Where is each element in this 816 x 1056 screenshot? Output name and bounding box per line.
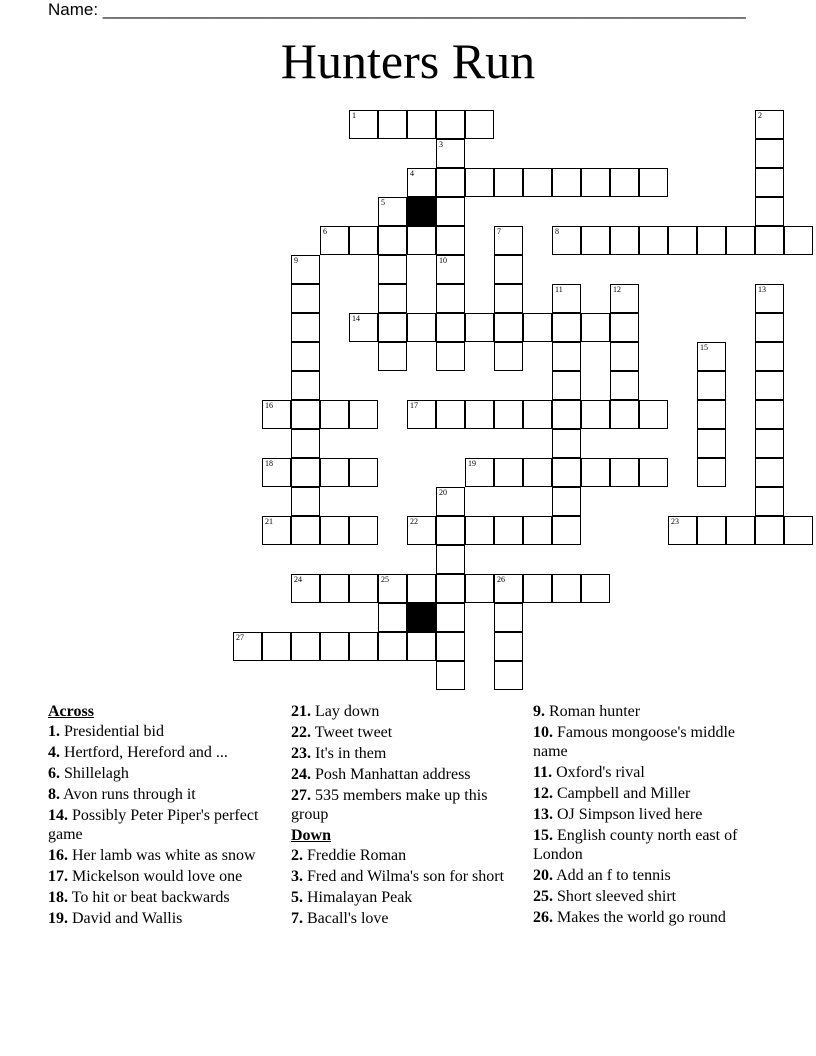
clue-item-number: 14. xyxy=(48,807,68,824)
clue-item xyxy=(533,702,765,721)
crossword-cell[interactable] xyxy=(639,458,668,487)
clue-item xyxy=(533,866,765,885)
crossword-cell[interactable] xyxy=(262,632,291,661)
crossword-cell[interactable] xyxy=(784,516,813,545)
clue-item-number: 24. xyxy=(291,766,311,783)
clue-number: 12 xyxy=(613,285,621,294)
crossword-cell[interactable] xyxy=(349,574,378,603)
clue-item xyxy=(533,723,765,761)
clue-number: 24 xyxy=(294,575,302,584)
clue-item xyxy=(48,743,280,762)
clue-item-text: Campbell and Miller xyxy=(557,785,691,802)
crossword-cell[interactable] xyxy=(755,458,784,487)
clue-number: 10 xyxy=(439,256,447,265)
clue-number: 1 xyxy=(352,111,356,120)
crossword-cell[interactable] xyxy=(494,400,523,429)
crossword-cell[interactable] xyxy=(581,458,610,487)
crossword-cell[interactable] xyxy=(436,487,465,516)
clue-item-text: Himalayan Peak xyxy=(307,889,413,906)
clue-item-number: 13. xyxy=(533,806,553,823)
clue-item-number: 6. xyxy=(48,765,60,782)
crossword-cell[interactable] xyxy=(262,516,291,545)
clue-item-text: Freddie Roman xyxy=(307,847,407,864)
crossword-cell[interactable] xyxy=(639,168,668,197)
clue-item xyxy=(533,908,765,927)
crossword-cell[interactable] xyxy=(378,632,407,661)
clue-item-number: 23. xyxy=(291,745,311,762)
clue-item xyxy=(291,744,523,763)
clue-number: 13 xyxy=(758,285,766,294)
crossword-cell[interactable] xyxy=(465,168,494,197)
clue-column-1 xyxy=(48,702,280,930)
crossword-cell[interactable] xyxy=(697,371,726,400)
crossword-cell[interactable] xyxy=(610,371,639,400)
crossword-cell[interactable] xyxy=(436,139,465,168)
clue-number: 4 xyxy=(410,169,414,178)
crossword-cell[interactable] xyxy=(291,342,320,371)
crossword-cell[interactable] xyxy=(349,400,378,429)
clue-item-text: Fred and Wilma's son for short xyxy=(307,868,505,885)
crossword-cell[interactable] xyxy=(610,313,639,342)
clue-item xyxy=(48,888,280,907)
crossword-cell[interactable] xyxy=(378,255,407,284)
crossword-cell[interactable] xyxy=(320,400,349,429)
crossword-cell[interactable] xyxy=(320,632,349,661)
clue-item-text: Oxford's rival xyxy=(556,764,645,781)
clue-item-number: 18. xyxy=(48,889,68,906)
crossword-cell[interactable] xyxy=(697,400,726,429)
clue-item-text: Shillelagh xyxy=(64,765,129,782)
crossword-cell[interactable] xyxy=(291,487,320,516)
clue-item-text: Avon runs through it xyxy=(63,786,196,803)
crossword-cell[interactable] xyxy=(552,284,581,313)
crossword-cell[interactable] xyxy=(697,516,726,545)
crossword-cell[interactable] xyxy=(552,313,581,342)
crossword-cell[interactable] xyxy=(291,458,320,487)
clue-item-text: Presidential bid xyxy=(64,723,164,740)
clue-number: 11 xyxy=(555,285,563,294)
clue-item-number: 4. xyxy=(48,744,60,761)
clue-item-number: 5. xyxy=(291,889,303,906)
crossword-cell[interactable] xyxy=(465,574,494,603)
clue-item-number: 26. xyxy=(533,909,553,926)
clue-item-number: 12. xyxy=(533,785,553,802)
crossword-cell[interactable] xyxy=(494,284,523,313)
clue-item-text: To hit or beat backwards xyxy=(71,889,230,906)
clue-item xyxy=(533,784,765,803)
clue-number: 9 xyxy=(294,256,298,265)
crossword-cell[interactable] xyxy=(755,487,784,516)
clue-item-text: Add an f to tennis xyxy=(556,867,671,884)
clue-number: 7 xyxy=(497,227,501,236)
clue-item xyxy=(291,765,523,784)
down-heading: Down xyxy=(291,827,332,844)
crossword-cell[interactable] xyxy=(407,226,436,255)
clue-number: 14 xyxy=(352,314,360,323)
crossword-cell[interactable] xyxy=(436,632,465,661)
crossword-cell[interactable] xyxy=(436,168,465,197)
crossword-cell[interactable] xyxy=(436,603,465,632)
crossword-cell[interactable] xyxy=(494,661,523,690)
clue-item-number: 3. xyxy=(291,868,303,885)
clue-number: 15 xyxy=(700,343,708,352)
clue-item xyxy=(533,887,765,906)
crossword-cell[interactable] xyxy=(552,487,581,516)
clue-number: 8 xyxy=(555,227,559,236)
crossword-cell[interactable] xyxy=(262,458,291,487)
clue-item-number: 1. xyxy=(48,723,60,740)
clue-item-number: 27. xyxy=(291,787,311,804)
crossword-cell[interactable] xyxy=(581,226,610,255)
clue-item-number: 9. xyxy=(533,703,545,720)
crossword-cell[interactable] xyxy=(436,255,465,284)
crossword-cell[interactable] xyxy=(407,516,436,545)
clue-item xyxy=(48,722,280,741)
clue-item xyxy=(48,764,280,783)
crossword-cell[interactable] xyxy=(465,516,494,545)
clue-column-3 xyxy=(533,702,765,929)
clue-number: 18 xyxy=(265,459,273,468)
crossword-cell[interactable] xyxy=(465,400,494,429)
clue-item-text: OJ Simpson lived here xyxy=(557,806,703,823)
clue-item-text: 535 members make up this group xyxy=(291,787,488,823)
crossword-cell[interactable] xyxy=(755,168,784,197)
crossword-cell[interactable] xyxy=(320,516,349,545)
clue-item xyxy=(48,867,280,886)
crossword-cell[interactable] xyxy=(726,516,755,545)
crossword-cell[interactable] xyxy=(291,632,320,661)
clue-item xyxy=(291,909,523,928)
clue-item-number: 11. xyxy=(533,764,553,781)
crossword-cell[interactable] xyxy=(784,226,813,255)
crossword-cell[interactable] xyxy=(494,168,523,197)
crossword-cell[interactable] xyxy=(552,400,581,429)
crossword-cell[interactable] xyxy=(668,516,697,545)
crossword-cell[interactable] xyxy=(610,226,639,255)
crossword-cell[interactable] xyxy=(407,574,436,603)
clue-item xyxy=(48,909,280,928)
crossword-cell[interactable] xyxy=(378,284,407,313)
clue-number: 16 xyxy=(265,401,273,410)
clue-item-text: Posh Manhattan address xyxy=(315,766,471,783)
crossword-cell[interactable] xyxy=(552,226,581,255)
crossword-cell[interactable] xyxy=(436,284,465,313)
clue-item xyxy=(291,786,523,824)
clue-item-text: Tweet tweet xyxy=(314,724,393,741)
crossword-cell[interactable] xyxy=(436,110,465,139)
crossword-cell[interactable] xyxy=(610,400,639,429)
clue-item-number: 2. xyxy=(291,847,303,864)
crossword-cell[interactable] xyxy=(552,574,581,603)
name-field-label: Name: ____________________________________________________________________ xyxy=(48,0,746,19)
crossword-cell[interactable] xyxy=(697,458,726,487)
crossword-cell[interactable] xyxy=(697,226,726,255)
clue-number: 3 xyxy=(439,140,443,149)
clue-number: 19 xyxy=(468,459,476,468)
crossword-cell[interactable] xyxy=(436,545,465,574)
clue-item xyxy=(291,867,523,886)
crossword-cell[interactable] xyxy=(523,574,552,603)
clue-item xyxy=(48,806,280,844)
clue-number: 5 xyxy=(381,198,385,207)
crossword-cell[interactable] xyxy=(465,313,494,342)
crossword-cell[interactable] xyxy=(262,400,291,429)
clue-number: 6 xyxy=(323,227,327,236)
clue-item-text: Roman hunter xyxy=(549,703,641,720)
crossword-cell[interactable] xyxy=(291,400,320,429)
crossword-cell[interactable] xyxy=(407,168,436,197)
crossword-cell[interactable] xyxy=(523,516,552,545)
crossword-cell[interactable] xyxy=(291,371,320,400)
across-heading: Across xyxy=(48,703,94,720)
clue-number: 25 xyxy=(381,575,389,584)
crossword-cell[interactable] xyxy=(291,255,320,284)
crossword-cell[interactable] xyxy=(552,371,581,400)
crossword-cell[interactable] xyxy=(436,342,465,371)
crossword-cell[interactable] xyxy=(697,342,726,371)
crossword-cell[interactable] xyxy=(552,342,581,371)
crossword-cell[interactable] xyxy=(378,313,407,342)
clue-column-2 xyxy=(291,702,523,930)
crossword-cell[interactable] xyxy=(291,313,320,342)
crossword-cell[interactable] xyxy=(755,371,784,400)
crossword-cell[interactable] xyxy=(378,603,407,632)
crossword-cell[interactable] xyxy=(755,284,784,313)
crossword-cell[interactable] xyxy=(494,632,523,661)
crossword-cell[interactable] xyxy=(349,516,378,545)
crossword-cell[interactable] xyxy=(523,458,552,487)
clue-item xyxy=(291,723,523,742)
clue-item-number: 16. xyxy=(48,847,68,864)
crossword-cell[interactable] xyxy=(668,226,697,255)
clue-item xyxy=(291,846,523,865)
clue-item-text: Bacall's love xyxy=(307,910,389,927)
crossword-cell[interactable] xyxy=(755,429,784,458)
clue-item-text: Hertford, Hereford and ... xyxy=(64,744,228,761)
crossword-cell[interactable] xyxy=(755,110,784,139)
crossword-cell[interactable] xyxy=(349,313,378,342)
clue-item-number: 15. xyxy=(533,827,553,844)
crossword-cell[interactable] xyxy=(465,458,494,487)
clue-item-text: Possibly Peter Piper's perfect game xyxy=(48,807,259,843)
crossword-cell[interactable] xyxy=(465,110,494,139)
clue-item xyxy=(291,888,523,907)
crossword-cell[interactable] xyxy=(639,400,668,429)
clue-item xyxy=(533,763,765,782)
crossword-cell[interactable] xyxy=(581,400,610,429)
crossword-cell[interactable] xyxy=(581,574,610,603)
crossword-cell[interactable] xyxy=(436,400,465,429)
clue-item-text: Famous mongoose's middle name xyxy=(533,724,735,760)
crossword-cell[interactable] xyxy=(494,458,523,487)
crossword-cell[interactable] xyxy=(755,313,784,342)
clue-item xyxy=(48,785,280,804)
clue-number: 2 xyxy=(758,111,762,120)
crossword-cell[interactable] xyxy=(610,458,639,487)
clue-number: 23 xyxy=(671,517,679,526)
clue-item-text: Makes the world go round xyxy=(557,909,726,926)
crossword-cell[interactable] xyxy=(494,574,523,603)
crossword-cell[interactable] xyxy=(494,342,523,371)
crossword-cell[interactable] xyxy=(552,458,581,487)
clue-item-text: Short sleeved shirt xyxy=(557,888,677,905)
clue-item xyxy=(48,846,280,865)
clue-item xyxy=(533,826,765,864)
crossword-cell[interactable] xyxy=(320,574,349,603)
crossword-cell[interactable] xyxy=(407,632,436,661)
clue-item-number: 8. xyxy=(48,786,60,803)
crossword-cell[interactable] xyxy=(378,197,407,226)
crossword-cell[interactable] xyxy=(494,226,523,255)
clue-item-number: 21. xyxy=(291,703,311,720)
crossword-cell[interactable] xyxy=(755,197,784,226)
crossword-cell[interactable] xyxy=(755,226,784,255)
clue-item-number: 22. xyxy=(291,724,311,741)
clue-item-text: Lay down xyxy=(315,703,380,720)
crossword-cell[interactable] xyxy=(494,313,523,342)
crossword-cell[interactable] xyxy=(320,458,349,487)
crossword-cell[interactable] xyxy=(436,574,465,603)
crossword-cell[interactable] xyxy=(697,429,726,458)
clue-number: 17 xyxy=(410,401,418,410)
clue-item-number: 17. xyxy=(48,868,68,885)
clue-number: 20 xyxy=(439,488,447,497)
crossword-cell[interactable] xyxy=(320,226,349,255)
clue-item xyxy=(291,702,523,721)
crossword-cell[interactable] xyxy=(581,313,610,342)
crossword-cell[interactable] xyxy=(610,284,639,313)
clue-item-number: 7. xyxy=(291,910,303,927)
crossword-cell[interactable] xyxy=(639,226,668,255)
crossword-cell[interactable] xyxy=(378,574,407,603)
clue-number: 22 xyxy=(410,517,418,526)
crossword-cell[interactable] xyxy=(407,110,436,139)
crossword-cell[interactable] xyxy=(407,313,436,342)
crossword-cell[interactable] xyxy=(755,516,784,545)
clue-item-number: 20. xyxy=(533,867,553,884)
clue-item-number: 19. xyxy=(48,910,68,927)
crossword-cell[interactable] xyxy=(552,429,581,458)
crossword-cell[interactable] xyxy=(378,226,407,255)
crossword-cell[interactable] xyxy=(494,603,523,632)
clue-item xyxy=(533,805,765,824)
black-cell xyxy=(407,603,436,632)
crossword-cell[interactable] xyxy=(552,516,581,545)
crossword-cell[interactable] xyxy=(436,226,465,255)
clue-item-text: English county north east of London xyxy=(533,827,738,863)
crossword-cell[interactable] xyxy=(523,400,552,429)
clue-item-text: David and Wallis xyxy=(72,910,183,927)
crossword-cell[interactable] xyxy=(494,255,523,284)
crossword-cell[interactable] xyxy=(378,110,407,139)
clue-item-number: 10. xyxy=(533,724,553,741)
crossword-cell[interactable] xyxy=(349,110,378,139)
clue-number: 27 xyxy=(236,633,244,642)
crossword-cell[interactable] xyxy=(581,168,610,197)
puzzle-title: Hunters Run xyxy=(280,33,536,89)
crossword-cell[interactable] xyxy=(610,168,639,197)
crossword-cell[interactable] xyxy=(378,342,407,371)
crossword-cell[interactable] xyxy=(291,284,320,313)
crossword-cell[interactable] xyxy=(755,139,784,168)
crossword-cell[interactable] xyxy=(494,516,523,545)
crossword-cell[interactable] xyxy=(436,661,465,690)
crossword-cell[interactable] xyxy=(436,313,465,342)
crossword-cell[interactable] xyxy=(755,342,784,371)
crossword-cell[interactable] xyxy=(436,516,465,545)
crossword-cell[interactable] xyxy=(436,197,465,226)
clue-item-number: 25. xyxy=(533,888,553,905)
clue-item-text: Mickelson would love one xyxy=(72,868,243,885)
crossword-cell[interactable] xyxy=(349,226,378,255)
clue-item-text: Her lamb was white as snow xyxy=(72,847,256,864)
crossword-cell[interactable] xyxy=(233,632,262,661)
crossword-cell[interactable] xyxy=(755,400,784,429)
crossword-cell[interactable] xyxy=(407,400,436,429)
crossword-cell[interactable] xyxy=(610,342,639,371)
crossword-cell[interactable] xyxy=(523,168,552,197)
crossword-cell[interactable] xyxy=(523,313,552,342)
black-cell xyxy=(407,197,436,226)
crossword-cell[interactable] xyxy=(349,458,378,487)
crossword-cell[interactable] xyxy=(291,574,320,603)
clue-item-text: It's in them xyxy=(315,745,387,762)
crossword-cell[interactable] xyxy=(291,516,320,545)
crossword-cell[interactable] xyxy=(291,429,320,458)
crossword-cell[interactable] xyxy=(552,168,581,197)
clue-number: 26 xyxy=(497,575,505,584)
clue-number: 21 xyxy=(265,517,273,526)
crossword-cell[interactable] xyxy=(726,226,755,255)
crossword-cell[interactable] xyxy=(349,632,378,661)
